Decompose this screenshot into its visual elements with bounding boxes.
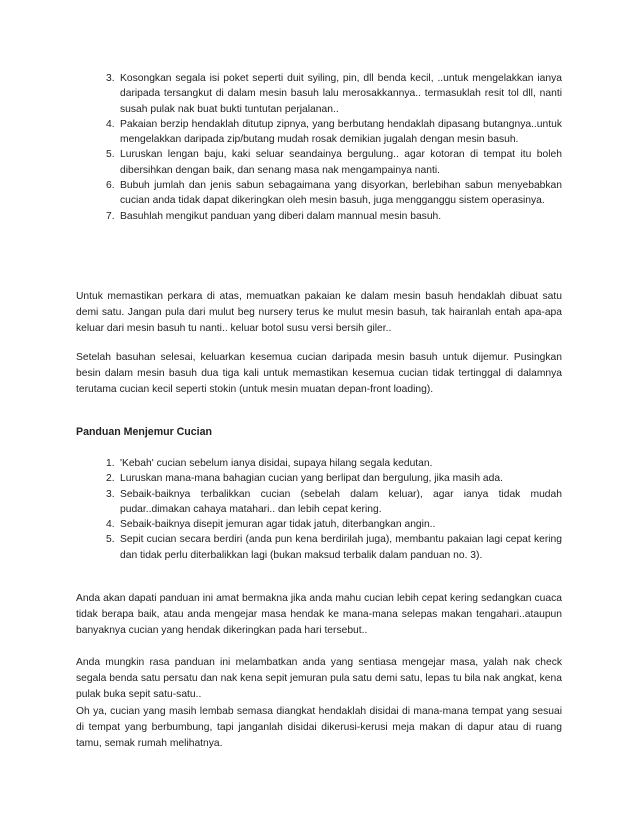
list-item <box>106 456 562 471</box>
list-item-text: Sebaik-baiknya terbalikkan cucian (sebelah dalam keluar), agar ianya tidak mudah pudar..dimakan cahaya matahari.. dan lebih cepat kering. <box>120 488 562 515</box>
list-item-text: Luruskan lengan baju, kaki seluar seandainya bergulung.. agar kotoran di tempat itu boleh dibersihkan dengan baik, dan senang masa nak mengampainya nanti. <box>120 149 562 176</box>
list-item <box>106 71 562 117</box>
list-item-text: Bubuh jumlah dan jenis sabun sebagaimana yang disyorkan, berlebihan sabun menyebabkan cucian anda tidak dapat dikeringkan oleh mesin basuh, juga mengganggu sistem operasinya. <box>120 180 562 207</box>
list-item-number: 4. <box>106 118 115 130</box>
paragraph-benefit: Anda akan dapati panduan ini amat bermakna jika anda mahu cucian lebih cepat kering sedangkan cuaca tidak berapa baik, atau anda mengejar masa hendak ke mana-mana selepas makan tengahari..ataupun banyaknya cucian yang hendak dikeringkan pada hari tersebut.. <box>76 593 562 637</box>
list-item-text: Sebaik-baiknya disepit jemuran agar tidak jatuh, diterbangkan angin.. <box>120 519 436 531</box>
washing-steps-list <box>106 71 562 224</box>
drying-steps-list <box>106 456 562 563</box>
list-item-number: 4. <box>106 519 115 531</box>
list-item-text: Sepit cucian secara berdiri (anda pun kena berdirilah juga), membantu pakaian lagi cepat kering dan tidak perlu diterbalikkan lagi (bukan maksud terbalik dalam panduan no. 3). <box>120 534 562 561</box>
list-item-text: 'Kebah' cucian sebelum ianya disidai, supaya hilang segala kedutan. <box>120 458 433 469</box>
paragraph-loading: Untuk memastikan perkara di atas, memuatkan pakaian ke dalam mesin basuh hendaklah dibuat satu demi satu. Jangan pula dari mulut beg nursery terus ke mulut mesin basuh, tak hairanlah entah apa-apa keluar dari mesin basuh tu nanti.. keluar botol susu versi bersih giler.. <box>76 291 562 335</box>
list-item <box>106 532 562 563</box>
list-item <box>106 147 562 178</box>
list-item-number: 5. <box>106 149 115 161</box>
list-item <box>106 517 562 532</box>
list-item-number: 3. <box>106 488 115 500</box>
list-item-number: 7. <box>106 210 115 222</box>
list-item <box>106 117 562 148</box>
list-item <box>106 487 562 518</box>
list-item-number: 2. <box>106 473 115 485</box>
list-item-text: Luruskan mana-mana bahagian cucian yang berlipat dan bergulung, jika masih ada. <box>120 473 503 485</box>
list-item <box>106 178 562 209</box>
list-item-number: 6. <box>106 180 115 192</box>
list-item-text: Basuhlah mengikut panduan yang diberi dalam mannual mesin basuh. <box>120 210 442 222</box>
list-item-number: 1. <box>106 458 115 469</box>
list-item-number: 5. <box>106 534 115 546</box>
paragraph-closing: Anda mungkin rasa panduan ini melambatkan anda yang sentiasa mengejar masa, yalah nak check segala benda satu persatu dan nak kena sepit jemuran pula satu demi satu, lepas tu bila nak angkat, kena pulak buka sepit satu-satu.. Oh ya, cucian yang masih lembab semasa diangkat hendaklah disidai di mana-mana tempat yang sesuai di tempat yang berbumbung, tapi janganlah disidai dikerusi-kerusi meja makan di dapur atau di ruang tamu, semak rumah melihatnya. <box>76 657 562 750</box>
list-item-text: Kosongkan segala isi poket seperti duit syiling, pin, dll benda kecil, ..untuk mengelakkan ianya daripada tersangkut di dalam mesin basuh lalu merosakkannya.. termasuklah resit tol dll, nanti susah pulak nak buat bukti tuntutan perjalanan.. <box>120 73 562 115</box>
paragraph-after-wash: Setelah basuhan selesai, keluarkan kesemua cucian daripada mesin basuh untuk dijemur. Pusingkan besin dalam mesin basuh dua tiga kali untuk memastikan kesemua cucian tidak tertinggal di dalamnya terutama cucian kecil seperti stokin (untuk mesin muatan depan-front loading). <box>76 352 562 396</box>
list-item-number: 3. <box>106 73 115 84</box>
list-item <box>106 471 562 486</box>
list-item <box>106 209 562 224</box>
section-heading: Panduan Menjemur Cucian <box>76 426 212 438</box>
list-item-text: Pakaian berzip hendaklah ditutup zipnya, yang berbutang hendaklah dipasang butangnya..untuk mengelakkan daripada zip/butang mudah rosak demikian jugalah dengan mesin basuh. <box>120 118 562 146</box>
